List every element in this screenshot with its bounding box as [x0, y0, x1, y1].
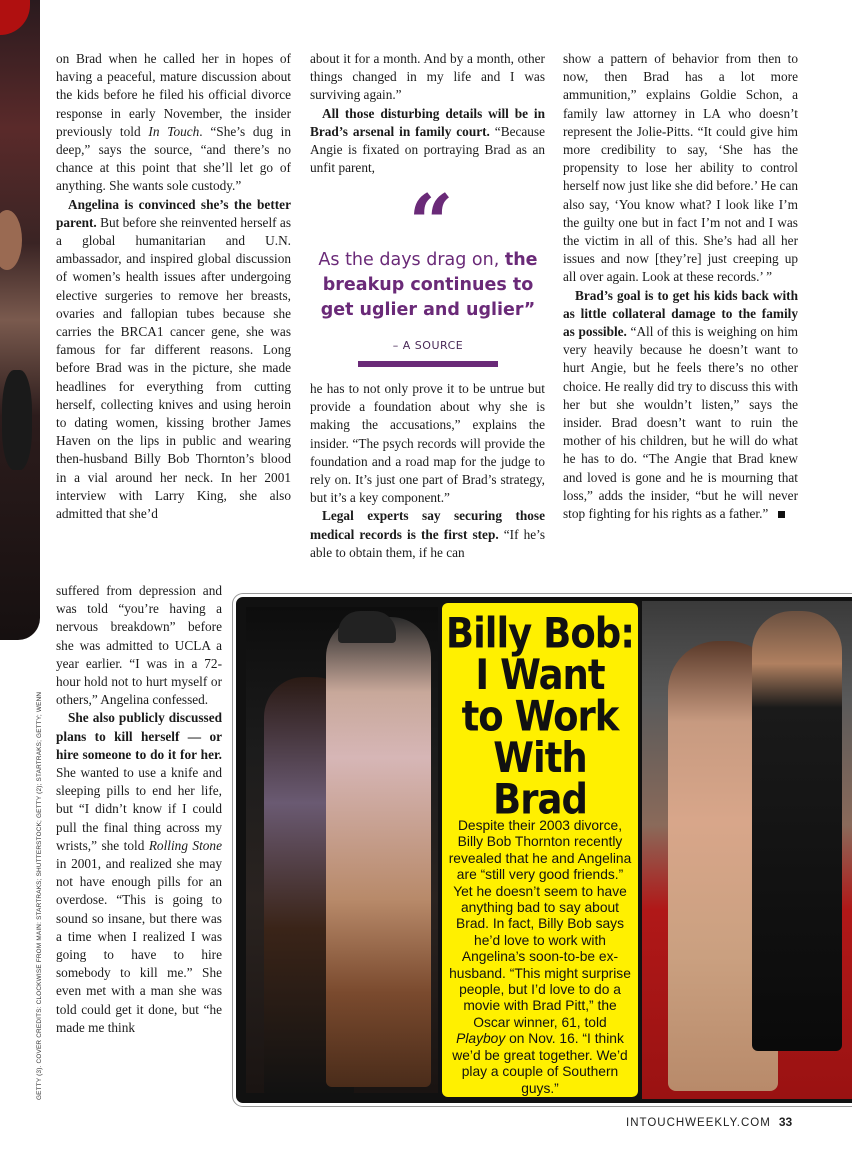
sidebar-body: Despite their 2003 divorce, Billy Bob Thornton recently revealed that he and Angelina are “still very good friends.” Yet he doesn’t seem to have anything bad to say about Brad. In fact, Billy Bob says he’d love to work with Angelina’s soon-to-be ex-husband. “This might surprise people, but I’d love to do a movie with Brad Pitt,” the Oscar winner, 61, told Playboy on Nov. 16. “I think we’d be great together. We’d play a couple of Southern guys.” [448, 818, 632, 1096]
photo-microphone-detail [2, 370, 32, 470]
paragraph-lead: She also publicly discussed plans to kill herself — or hire someone to do it for her. [56, 710, 222, 762]
paragraph-lead: All those disturbing details will be in Brad’s arsenal in family court. [310, 105, 545, 139]
sidebar-photo-left [246, 607, 438, 1093]
photo-figure-brad-tux [752, 611, 842, 1051]
photo-red-detail [0, 0, 30, 35]
photo-credits [36, 680, 48, 1100]
cover-photo-crop [0, 0, 40, 640]
photo-face-detail [0, 210, 22, 270]
end-mark-icon [778, 511, 785, 518]
paragraph: All those disturbing details will be in Brad’s arsenal in family court. “Because Angie is fixated on portraying Brad as an unfit parent, [310, 105, 546, 176]
paragraph: on Brad when he called her in hopes of having a peaceful, mature discussion about the kids before he filed his official divorce response in early November, the insider previously told In Touch. “She’s dug in deep,” says the source, “and there’s no chance at this point that she’ll let go of anything. She wants sole custody.” [56, 51, 291, 194]
article-column-3 [563, 50, 798, 523]
paragraph-lead: Angelina is convinced she’s the better parent. [56, 196, 291, 230]
paragraph-lead: Legal experts say securing those medical records is the first step. [310, 508, 545, 542]
sidebar-headline: Billy Bob: I Want to Work With Brad [445, 609, 635, 824]
paragraph: Brad’s goal is to get his kids back with as little collateral damage to the family as possible. “All of this is weighing on him very heavily because he doesn’t want to hurt Angie, but he feels there’s no other choice. He really did try to discuss this with her but she wouldn’t listen,” says the insider. Brad doesn’t want to ruin the mother of his children, but he will do what he has to do. “The Angie that Brad knew and loved is gone and he is mourning that loss,” adds the insider, “but he will never stop fighting for his rights as a father.” [563, 287, 798, 522]
pull-quote [312, 178, 544, 367]
sidebar-photo-right [642, 601, 852, 1099]
paragraph: suffered from depression and was told “you’re having a nervous breakdown” before she was admitted to UCLA a year earlier. “I was in a 72-hour hold not to hurt myself or others,” Angelina confessed. [56, 583, 222, 708]
pull-quote-text: As the days drag on, the breakup continues to get uglier and uglier” [318, 250, 538, 320]
article-column-1-continued [56, 582, 222, 1037]
paragraph: She also publicly discussed plans to kill herself — or hire someone to do it for her. She wanted to use a knife and sleeping pills to end her life, but “I didn’t know if I could pull the final thing across my wrists,” she told Rolling Stone in 2001, and realized she may not have enough pills for an overdose. “This is going to sound so insane, but there was a time when I realized I was going to have to hire somebody to kill me.” She even met with a man she was told could get it done, but “he made me think [56, 710, 222, 1035]
page-number: 33 [778, 1115, 793, 1129]
paragraph: show a pattern of behavior from then to now, then Brad has a lot more ammunition,” explains Goldie Schon, a family law attorney in LA who doesn’t represent the Jolie-Pitts. “It could give him more credibility to say, ‘She has the propensity to lose her ability to control herself now just like she did before.’ He can also say, ‘You know what? I look like I’m the guilty one but in fact I’m not and I was the victim in all of this. She’s had all her issues and now [they’re] just creeping up all over again. Look at these records.’ ” [563, 51, 798, 285]
paragraph: Angelina is convinced she’s the better parent. But before she reinvented herself as a global humanitarian and U.N. ambassador, and inspired global discussion of women’s health issues after undergoing elective surgeries to remove her breasts, ovaries and fallopian tubes because she carries the BRCA1 cancer gene, she was famous for far different reasons. Long before Brad was in the picture, she made headlines for everything from cutting herself, collecting knives and using heroin to dating women, kissing brother James Haven on the lips in public and wearing then-husband Billy Bob Thornton’s blood in a vial around her neck. In her 2001 interview with Larry King, she also admitted that she’d [56, 196, 291, 522]
sidebar-text-panel [442, 603, 638, 1097]
paragraph: he has to not only prove it to be untrue but provide a foundation about why she is making the accusations,” explains the insider. “The psych records will provide the foundation and a road map for the judge to rely on. It’s just one part of Brad’s strategy, but it’s a key component.” [310, 381, 545, 506]
sidebar-box [233, 594, 852, 1106]
quote-mark-icon: “ [408, 178, 448, 269]
article-column-2 [310, 50, 545, 177]
photo-cap-detail [338, 611, 396, 643]
article-column-1 [56, 50, 291, 523]
paragraph: about it for a month. And by a month, other things changed in my life and I was surviving again.” [310, 51, 545, 103]
article-column-2-continued [310, 380, 545, 562]
footer-site: INTOUCHWEEKLY.COM [626, 1117, 771, 1129]
pull-quote-rule [358, 361, 498, 367]
paragraph-lead: Brad’s goal is to get his kids back with as little collateral damage to the family as possible. [563, 287, 798, 340]
photo-credits-text: GETTY (3). COVER CREDITS: CLOCKWISE FROM MAIN: STARTRAKS; SHUTTERSTOCK; GETTY (2); STARTRAKS; GETTY; WENN [36, 691, 43, 1100]
page-footer [626, 1115, 792, 1129]
pull-quote-source: – A SOURCE [392, 339, 464, 352]
paragraph: Legal experts say securing those medical records is the first step. “If he’s able to obtain them, if he can [310, 508, 545, 560]
photo-figure-billy-bob [326, 617, 431, 1087]
